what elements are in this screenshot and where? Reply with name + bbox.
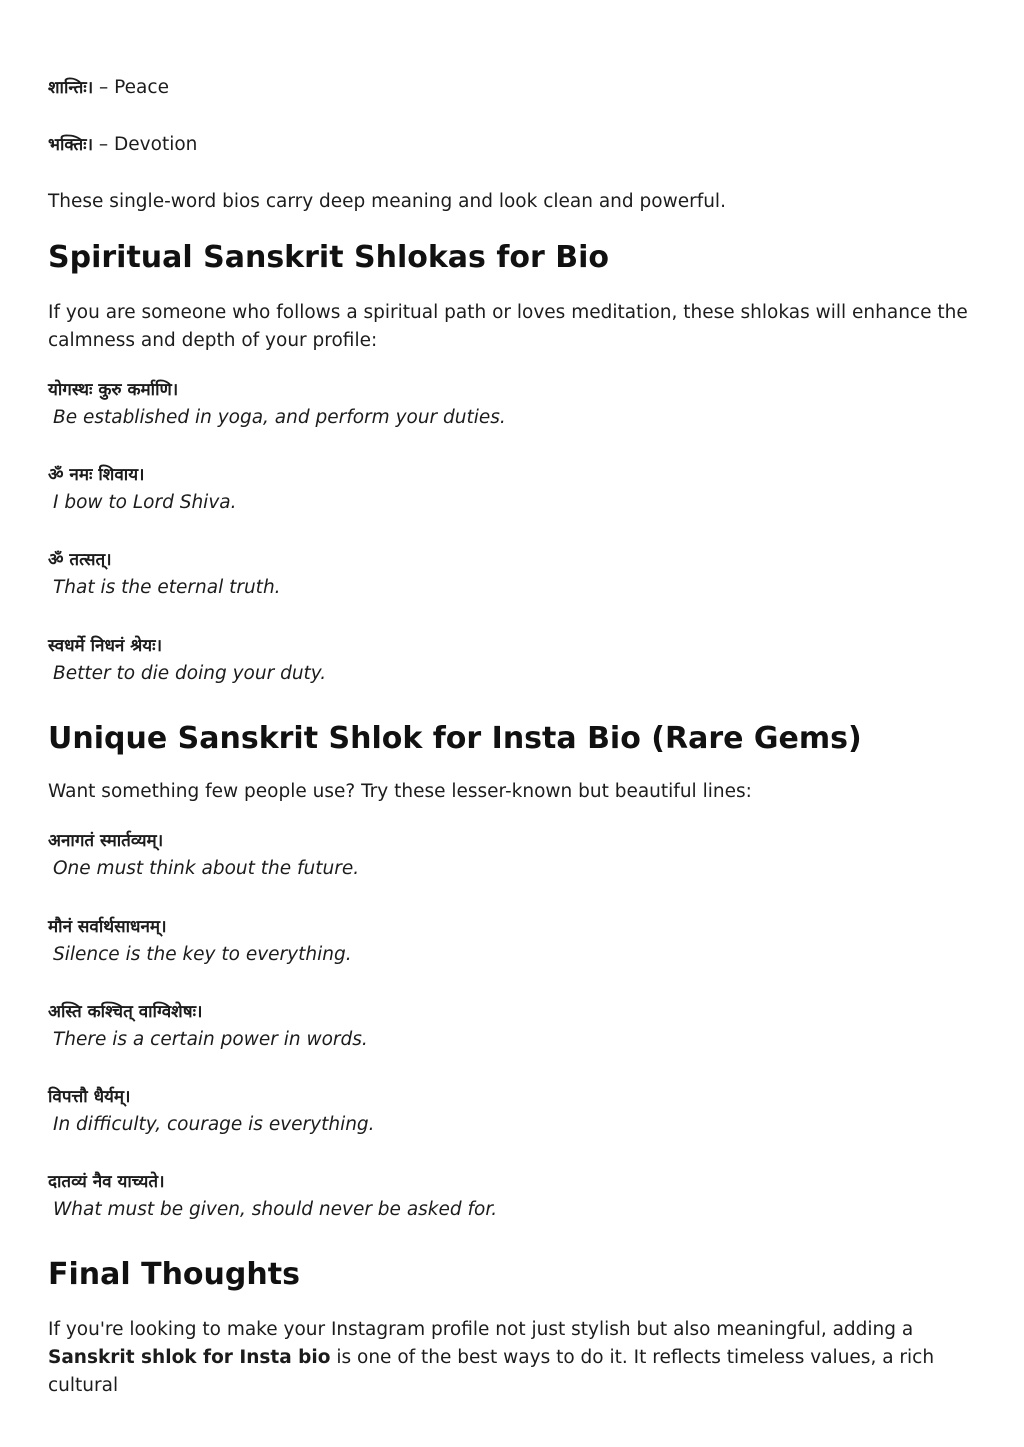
shloka-item	[48, 633, 978, 689]
shloka-meaning: What must be given, should never be asked for.	[53, 1199, 498, 1220]
shloka-sanskrit: ॐ नमः शिवाय।	[48, 465, 145, 485]
shloka-item	[48, 377, 978, 433]
shloka-item	[48, 547, 978, 603]
single-word-item	[48, 76, 169, 100]
single-words-note: These single-word bios carry deep meaning and look clean and powerful.	[48, 191, 726, 212]
shloka-meaning: Better to die doing your duty.	[53, 663, 327, 684]
shloka-sanskrit: मौनं सर्वार्थसाधनम्।	[48, 917, 167, 937]
shloka-item	[48, 1169, 978, 1225]
shloka-meaning: Silence is the key to everything.	[53, 944, 352, 965]
shloka-meaning: I bow to Lord Shiva.	[53, 492, 237, 513]
shloka-sanskrit: स्वधर्मे निधनं श्रेयः।	[48, 636, 163, 656]
shloka-meaning: Be established in yoga, and perform your duties.	[53, 407, 506, 428]
shloka-item	[48, 828, 978, 884]
shloka-item	[48, 999, 978, 1055]
section-heading-unique: Unique Sanskrit Shlok for Insta Bio (Rare Gems)	[48, 721, 862, 756]
word-meaning: – Devotion	[93, 134, 198, 155]
section-heading-spiritual: Spiritual Sanskrit Shlokas for Bio	[48, 240, 610, 275]
final-text-end: is one of the best ways to do it. It reflects timeless values, a rich cultural	[48, 1347, 935, 1396]
shloka-meaning: That is the eternal truth.	[53, 577, 281, 598]
shloka-item	[48, 462, 978, 518]
shloka-item	[48, 914, 978, 970]
shloka-meaning: In difficulty, courage is everything.	[53, 1114, 375, 1135]
single-word-item	[48, 133, 197, 157]
section-intro-unique: Want something few people use? Try these lesser-known but beautiful lines:	[48, 781, 752, 802]
section-heading-final: Final Thoughts	[48, 1257, 300, 1292]
section-intro-spiritual: If you are someone who follows a spiritual path or loves meditation, these shlokas will enhance the calmness and depth of your profile:	[48, 302, 968, 351]
final-paragraph	[48, 1316, 978, 1400]
shloka-item	[48, 1084, 978, 1140]
sanskrit-word: शान्तिः।	[48, 78, 94, 98]
shloka-sanskrit: अस्ति कश्चित् वाग्विशेषः।	[48, 1002, 203, 1022]
shloka-sanskrit: दातव्यं नैव याच्यते।	[48, 1172, 165, 1192]
shloka-sanskrit: ॐ तत्सत्।	[48, 550, 112, 570]
shloka-sanskrit: योगस्थः कुरु कर्माणि।	[48, 380, 179, 400]
word-meaning: – Peace	[93, 77, 169, 98]
sanskrit-word: भक्तिः।	[48, 135, 94, 155]
shloka-sanskrit: विपत्तौ धैर्यम्।	[48, 1087, 131, 1107]
shloka-meaning: There is a certain power in words.	[53, 1029, 368, 1050]
shloka-meaning: One must think about the future.	[53, 858, 360, 879]
final-text-start: If you're looking to make your Instagram profile not just stylish but also meaningful, adding a	[48, 1319, 914, 1340]
shloka-sanskrit: अनागतं स्मार्तव्यम्।	[48, 831, 164, 851]
final-text-bold: Sanskrit shlok for Insta bio	[48, 1347, 331, 1368]
